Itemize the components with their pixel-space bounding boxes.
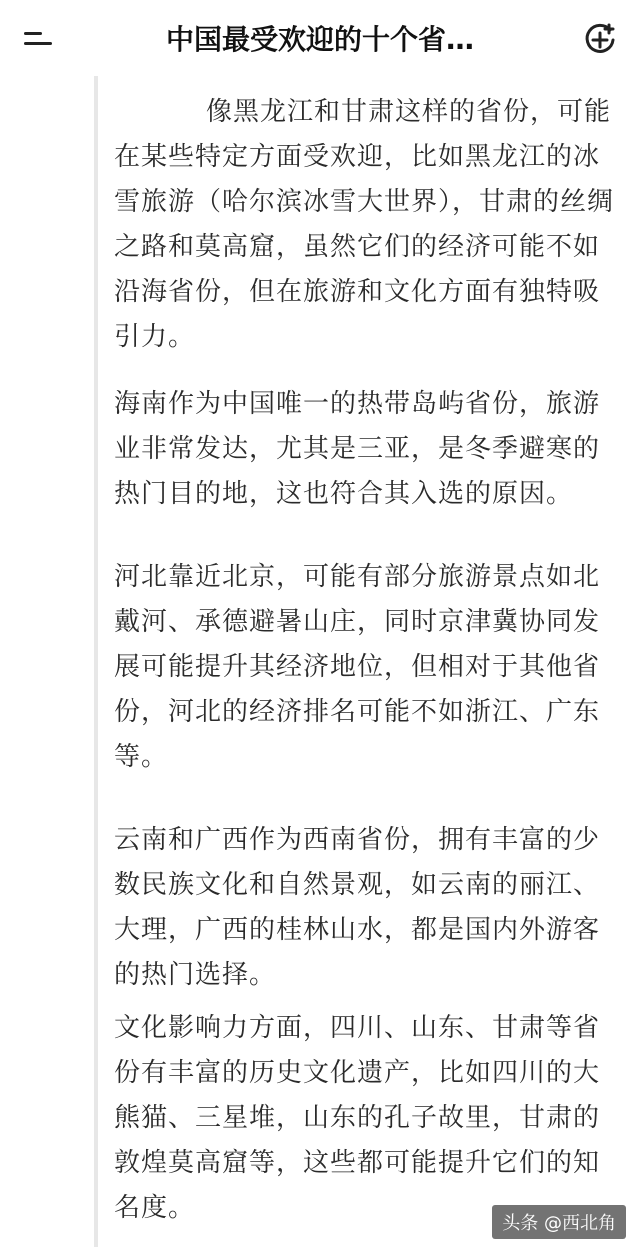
paragraph: 海南作为中国唯一的热带岛屿省份，旅游业非常发达，尤其是三亚，是冬季避寒的热门目的地，这也符合其入选的原因。 bbox=[114, 389, 601, 509]
quote-rail bbox=[94, 76, 98, 1247]
paragraph: 河北靠近北京，可能有部分旅游景点如北戴河、承德避暑山庄，同时京津冀协同发展可能提升其经济地位，但相对于其他省份，河北的经济排名可能不如浙江、广东等。 bbox=[114, 562, 601, 772]
paragraph: 云南和广西作为西南省份，拥有丰富的少数民族文化和自然景观，如云南的丽江、大理，广西的桂林山水，都是国内外游客的热门选择。 bbox=[114, 825, 601, 990]
paragraph: 文化影响力方面，四川、山东、甘肃等省份有丰富的历史文化遗产，比如四川的大熊猫、三星堆，山东的孔子故里，甘肃的敦煌莫高窟等，这些都可能提升它们的知名度。 bbox=[114, 1013, 601, 1223]
paragraph: 像黑龙江和甘肃这样的省份，可能在某些特定方面受欢迎，比如黑龙江的冰雪旅游（哈尔滨冰雪大世界），甘肃的丝绸之路和莫高窟，虽然它们的经济可能不如沿海省份，但在旅游和文化方面有独特吸引力。 bbox=[114, 97, 615, 352]
menu-button[interactable] bbox=[18, 26, 58, 54]
menu-icon-line-short bbox=[24, 32, 42, 35]
plus-circle-icon bbox=[582, 22, 618, 58]
article-body bbox=[114, 90, 614, 1231]
top-bar bbox=[0, 0, 640, 76]
watermark: 头条 @西北角 bbox=[492, 1205, 626, 1239]
menu-icon-line-long bbox=[24, 42, 52, 45]
add-button[interactable] bbox=[582, 22, 618, 58]
page-title: 中国最受欢迎的十个省… bbox=[165, 23, 474, 56]
